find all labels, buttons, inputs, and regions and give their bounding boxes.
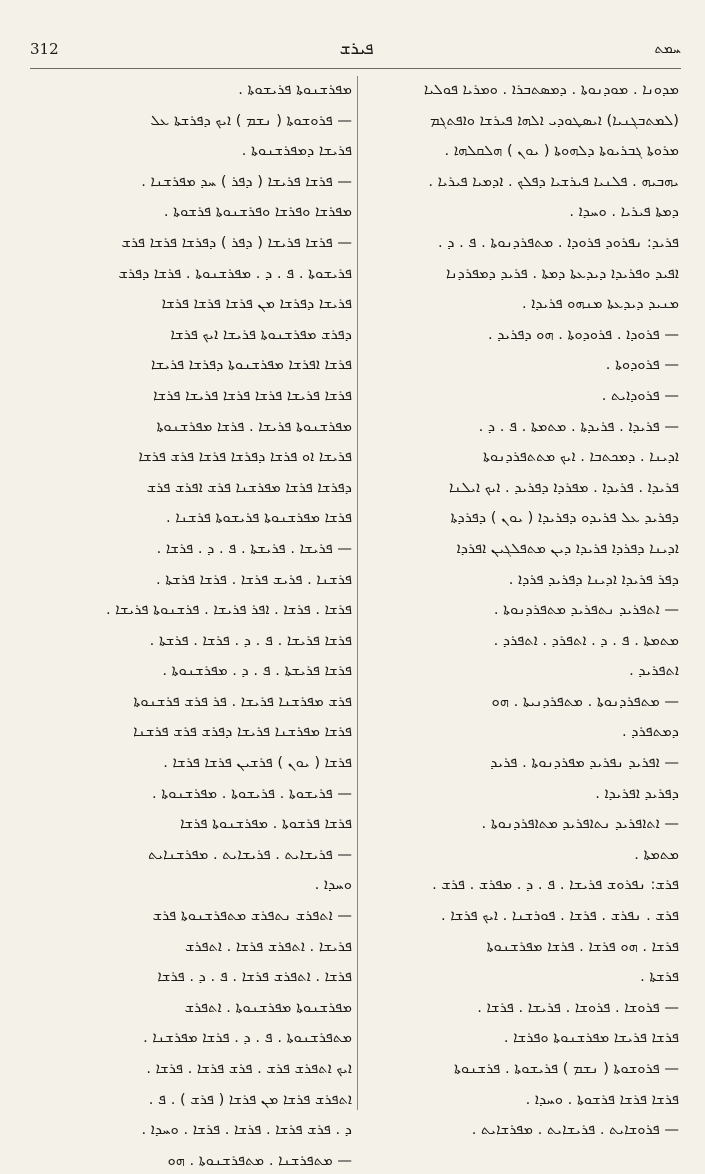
entry-line: ܦܪܫܐ ܐܦܪܫܐ ܡܦܪܫܢܘܬܐ ܕܦܪܫܐ ܦܪܝܫܐ <box>151 356 352 374</box>
entry-line: ܡܦܪܫܢܘܬܐ ܦܪܝܫܐ . ܦܪܫܐ ܡܦܪܫܢܘܬܐ <box>156 417 352 435</box>
entry-line: ܕܡܬܦܪܕ . <box>622 723 679 741</box>
entry-line: — ܦܪܝܫܘܬܐ . ܦܪܝܫܘܬܐ . ܡܦܪܫܢܘܬܐ . <box>151 784 352 802</box>
entry-line: ܦܪܫܐ ܦܪܫܐ ܦܪܫܘܬܐ . ܘܚܕܐ . <box>525 1090 679 1108</box>
header-rule <box>30 68 681 69</box>
header-running-word: ܚܡܬ <box>654 41 681 57</box>
page-number: 312 <box>30 40 59 58</box>
entry-line: ܘܚܕܐ . <box>314 876 352 894</box>
entry-line: ܡܬܡܬܐ . <box>634 845 679 863</box>
entry-line: — ܐܬܦܪܝܕ ܢܬܦܪܝܕ ܡܬܦܪܕܢܘܬܐ . <box>493 601 679 619</box>
entry-line: — ܦܪܘܕܘܬܐ . <box>605 356 679 374</box>
entry-line: ܦܪܝܫܐ ܕܦܪܫܐ ܡܢ ܦܪܫܐ ܦܪܫܐ ܦܪܫܐ <box>161 295 352 313</box>
entry-line: ܐܕܝܢܐ . ܕܡܟܬܒܐ . ܐܝܟ ܡܬܬܦܪܕܢܘܬܐ <box>483 448 679 466</box>
entry-line: — ܦܪܘܫܐ . ܦܪܘܫܐ . ܦܪܝܫܐ . ܦܪܫܐ . <box>477 998 679 1016</box>
entry-line: ܦܪܫܐ ܦܪܝܫܐ ܦܪܫܐ ܦܪܫܐ ܦܪܝܫܐ ܦܪܫܐ <box>153 386 352 404</box>
entry-line: ܦܪܝܕܐ . ܦܪܝܕܐ . ܡܦܪܕܐ ܕܦܪܝܕ . ܐܝܟ ܐܝܠܢܐ <box>448 478 679 496</box>
entry-line: — ܦܪܝܕܐ . ܦܪܝܕܬܐ . ܡܬܡܬܐ . ܦ . ܕ . <box>478 417 679 435</box>
entry-line: ܦܪܫ: ܢܦܪܘܫ ܦܪܝܫܐ . ܦ . ܕ . ܡܦܪܫ . ܦܪܫ . <box>432 876 679 894</box>
entry-line: ܦܪܫܐ ܦܪܝܫܐ ܡܦܪܫܢܘܬܐ ܘܦܪܫܐ . <box>503 1029 679 1047</box>
entry-line: ܕ . ܦܪܫ ܦܪܫܐ . ܦܪܫܐ . ܦܪܫܐ . ܘܚܕܐ . <box>141 1121 352 1139</box>
entry-line: — ܡܬܦܪܫܢܐ . ܡܬܦܪܫܢܘܬܐ . ܗܘ <box>167 1151 352 1169</box>
entry-line: ܦܪܫܐ ܡܦܪܫܢܘܬܐ ܦܪܝܫܘܬܐ ܦܪܫܢܐ . <box>166 509 352 527</box>
entry-line: — ܦܪܘܫܘܬܐ ( ܢܫܡ ) ܐܝܟ ܕܦܪܫܬܐ ܥܠ <box>150 111 352 129</box>
entry-line: ܦܪܫܬܐ . <box>640 968 679 986</box>
entry-line: ܕܦܪܫܐ ܦܪܫܐ ܡܦܪܫܢܐ ܦܪܫ ܐܦܪܫ ܦܪܫ <box>146 478 352 496</box>
entry-line: ܦܪܫܐ . ܐܬܦܪܫ ܦܪܫܐ . ܦ . ܕ . ܦܪܫܐ <box>157 968 352 986</box>
column-divider <box>357 76 358 1110</box>
entry-line: ܕܡܬܐ ܦܝܪܝܐ . ܘܚܕܐ . <box>569 203 679 221</box>
entry-line: ܦܪܫܐ . ܗܘ ܦܪܫܐ . ܦܪܫܐ ܡܦܪܫܢܘܬܐ <box>486 937 679 955</box>
entry-line: ܡܬܦܪܫܢܘܬܐ . ܦ . ܕ . ܦܪܫܐ ܡܦܪܫܢܐ . <box>143 1029 352 1047</box>
entry-line: ܦܪܫ . ܢܦܪܫ . ܦܪܫܐ . ܦܘܪܫܢܐ . ܐܝܟ ܦܪܫܐ . <box>441 907 679 925</box>
entry-line: — ܦܪܫܐ ܦܪܝܫܐ ( ܕܦܪ ) ܚܕ ܡܦܪܫܢܐ . <box>141 172 352 190</box>
entry-line: — ܦܪܫܐ ܦܪܝܫܐ ( ܕܦܪ ) ܕܦܪܫܐ ܦܪܫܐ ܦܪܫ <box>121 233 352 251</box>
entry-line: ܦܪܫܐ . ܦܪܫܐ . ܐܦܪ ܦܪܝܫܐ . ܦܪܫܢܘܬܐ ܦܪܝܫܐ . <box>106 601 352 619</box>
entry-line: ܝܗܒܝܗ . ܦܠܢܝܐ ܦܝܪܫܝܐ ܕܦܠܟ . ܐܕܡܝܐ ܦܝܪܝܐ . <box>428 172 679 190</box>
entry-line: ܐܬܦܪܫ ܦܪܫܐ ܡܢ ܦܪܫܐ ( ܦܪܫ ) . ܦ . <box>148 1090 352 1108</box>
header-headword: ܦܝܪܫ <box>339 39 374 59</box>
entry-line: — ܦܪܘܕܐܝܬ . <box>601 386 679 404</box>
entry-line: ܕܦܪܝܕ ܐܦܪܝܕܐ . <box>595 784 679 802</box>
entry-line: ܕܦܪܫ ܡܦܪܫܢܘܬܐ ܦܪܝܫܐ ܐܝܟ ܦܪܫܐ <box>170 325 352 343</box>
entry-line: — ܐܬܐܦܪܝܕ ܢܬܐܦܪܝܕ ܡܬܐܦܪܕܢܘܬܐ . <box>481 815 679 833</box>
entry-line: ܡܕܘܢܐ . ܡܘܕܢܘܬܐ . ܕܡܣܬܒܪܐ . ܘܡܪܝܐ ܦܘܠܝܐ <box>423 81 679 98</box>
entry-line: ܡܢܝܕ ܕܝܕܥܬܐ ܡܢܗܘ ܦܪܝܕܐ . <box>522 295 679 313</box>
entry-line: ܡܦܪܫܢܘܬܐ ܦܪܝܫܘܬܐ . <box>238 81 352 98</box>
entry-line: — ܦܪܝܫܐ . ܦܪܝܫܬܐ . ܦ . ܕ . ܦܪܫܐ . <box>156 539 352 557</box>
entry-line: ܦܪܫ ܡܦܪܫܢܐ ܦܪܝܫܐ . ܦܪ ܦܪܫ ܦܪܫܢܘܬܐ <box>133 692 352 710</box>
entry-line: ܐܬܦܪܝܕ . <box>629 662 679 680</box>
entry-line: ܦܪܝܫܐ ܐܘ ܦܪܫܐ ܕܦܪܫܐ ܦܪܫܐ ܦܪܫ ܦܪܫܐ <box>138 448 352 466</box>
entry-line: ܡܦܪܫܐ ܘܦܪܫܐ ܘܦܪܫܢܘܬܐ ܦܪܫܘܬܐ . <box>163 203 352 221</box>
entry-line: ܕܦܪ ܦܪܝܕܐ ܐܕܝܢܐ ܕܦܪܝܕ ܦܪܕܐ . <box>508 570 679 588</box>
entry-line: ܡܬܡܬܐ . ܦ . ܕ . ܐܬܦܪܕ . ܐܬܦܪܕ . <box>493 631 679 649</box>
entry-line: ܡܦܪܫܢܘܬܐ ܡܦܪܫܢܘܬܐ . ܐܬܦܪܫ <box>184 998 352 1016</box>
entry-line: — ܦܪܘܫܘܬܐ ( ܢܫܡ ) ܦܪܝܫܘܬܐ . ܦܪܫܢܘܬܐ <box>453 1060 679 1077</box>
entry-line: ܦܪܫܐ ܦܪܝܫܬܐ . ܦ . ܕ . ܡܦܪܫܢܘܬܐ . <box>162 662 352 680</box>
entry-line: — ܐܦܪܝܕ ܢܦܪܝܕ ܡܦܪܕܢܘܬܐ . ܦܪܝܕ <box>490 754 679 772</box>
entry-line: ܦܪܝܫܘܬܐ . ܦ . ܕ . ܡܦܪܫܢܘܬܐ . ܦܪܫܐ ܕܦܪܫ <box>118 264 352 282</box>
entry-line: ܦܪܝܕ: ܢܦܪܘܕ ܦܪܘܕܐ . ܡܬܦܪܕܢܘܬܐ . ܦ . ܕ . <box>438 233 679 251</box>
entry-line: ܦܪܫܐ ܦܪܝܫܐ . ܦ . ܕ . ܦܪܫܐ . ܦܪܫܬܐ . <box>149 631 352 649</box>
entry-line: ܦܪܝܫܐ . ܐܬܦܪܫ ܦܪܫܐ . ܐܬܦܪܫ <box>184 937 352 955</box>
entry-line: ܐܝܟ ܐܬܦܪܫ ܦܪܫ . ܦܪܫ ܦܪܫܐ . ܦܪܫܐ . <box>146 1060 352 1077</box>
right-column <box>359 76 679 1139</box>
entry-line: ܐܕܝܢܐ ܕܦܪܕܐ ܦܪܝܕܐ ܕܝܢ ܡܬܦܠܓܝܢ ܐܦܪܕܐ <box>456 539 679 557</box>
entry-line: (ܠܡܬܒܓܢܝܐ) ܐܝܣܛܘܕܝ ܐܠܗܐ ܦܝܪܫܐ ܘܐܦܬܓܡ <box>429 111 679 129</box>
entry-line: ܦܪܫܢܐ . ܦܪܝܫ ܦܪܫܐ . ܦܪܫܐ ܦܪܫܬܐ . <box>156 570 352 588</box>
page-header <box>30 34 681 64</box>
left-column <box>30 76 352 1169</box>
entry-line: ܦܪܝܫܐ ܕܡܦܪܫܢܘܬܐ . <box>241 142 352 160</box>
entry-line: ܐܦܝܕ ܘܦܪܝܕܐ ܕܝܕܥܬܐ ܕܡܬܐ . ܦܪܝܕ ܕܡܦܪܕܢܐ <box>445 264 679 282</box>
entry-line: — ܦܪܝܫܐܝܬ . ܦܪܝܫܐܝܬ . ܡܦܪܫܢܐܝܬ <box>148 845 352 863</box>
entry-line: ܡܪܘܬܐ ܓܒܪܝܘܬܐ ܕܠܗܘܬܐ ( ܝܘܢ ) ܗܠܩܠܗܐ . <box>444 142 679 160</box>
entry-line: — ܐܬܦܪܫ ܢܬܦܪܫ ܡܬܦܪܫܢܘܬܐ ܦܪܫ <box>152 907 352 925</box>
entry-line: ܦܪܫܐ ܦܪܫܘܬܐ . ܡܦܪܫܢܘܬܐ ܦܪܫܐ <box>180 815 352 833</box>
entry-line: ܦܪܫܐ ܡܦܪܫܢܐ ܦܪܝܫܐ ܕܦܪܫ ܦܪܫ ܦܪܫܢܐ <box>133 723 352 741</box>
entry-line: — ܡܬܦܪܕܢܘܬܐ . ܡܬܦܪܕܢܝܬܐ . ܗܘ <box>491 692 679 710</box>
entry-line: — ܦܪܘܫܐܝܬ . ܦܪܝܫܐܝܬ . ܡܦܪܫܐܝܬ . <box>471 1121 679 1139</box>
entry-line: — ܦܪܘܕܐ . ܦܪܘܕܘܬܐ . ܗܘ ܕܦܪܝܕ . <box>487 325 679 343</box>
entry-line: ܦܪܫܐ ( ܝܘܢ ) ܦܪܫܝܢ ܦܪܫܐ ܦܪܫܐ . <box>163 754 352 772</box>
entry-line: ܕܦܪܝܕ ܥܠ ܦܪܝܕܘ ܕܦܪܝܕܐ ( ܝܘܢ ) ܕܦܪܕܬܐ <box>450 509 679 527</box>
